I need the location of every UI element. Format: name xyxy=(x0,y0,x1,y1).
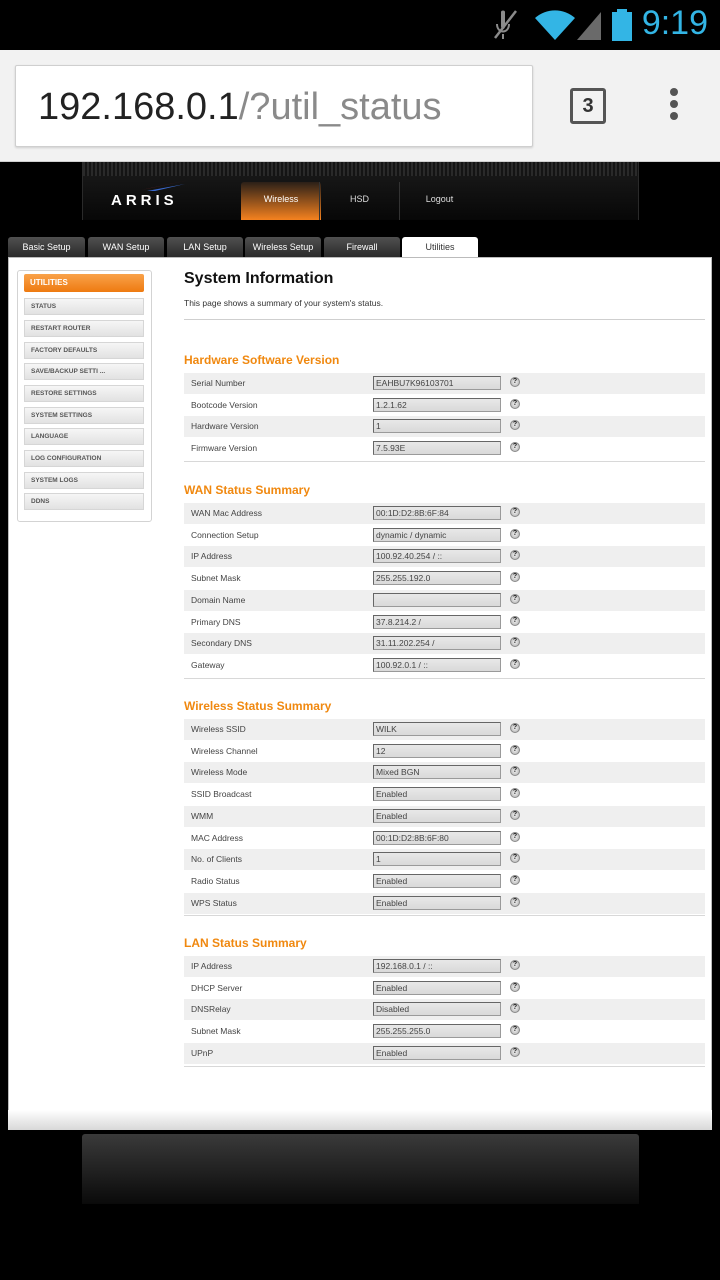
help-icon[interactable]: ? xyxy=(510,420,520,430)
row-label: Primary DNS xyxy=(191,616,241,627)
status-row-no-of-clients xyxy=(184,849,705,870)
url-host: 192.168.0.1 xyxy=(38,86,239,128)
router-header xyxy=(82,162,639,220)
row-value-field: 255.255.255.0 xyxy=(373,1024,501,1038)
nav-wireless[interactable]: Wireless xyxy=(241,182,321,220)
row-value-field: Enabled xyxy=(373,874,501,888)
help-icon[interactable]: ? xyxy=(510,745,520,755)
router-footer xyxy=(82,1134,639,1204)
section-title-wan-status-summary: WAN Status Summary xyxy=(184,483,311,497)
help-icon[interactable]: ? xyxy=(510,853,520,863)
help-icon[interactable]: ? xyxy=(510,507,520,517)
help-icon[interactable]: ? xyxy=(510,875,520,885)
status-row-secondary-dns xyxy=(184,633,705,654)
section-title-hardware-software-version: Hardware Software Version xyxy=(184,353,340,367)
sidebar-item-system-settings[interactable]: SYSTEM SETTINGS xyxy=(24,407,144,424)
row-value-field: 12 xyxy=(373,744,501,758)
tab-utilities[interactable]: Utilities xyxy=(402,237,478,257)
row-label: SSID Broadcast xyxy=(191,789,252,800)
status-row-wireless-mode xyxy=(184,762,705,783)
tab-strip xyxy=(8,237,712,257)
mute-icon xyxy=(492,8,522,42)
status-row-primary-dns xyxy=(184,612,705,633)
page-title: System Information xyxy=(184,270,334,287)
status-row-connection-setup xyxy=(184,525,705,546)
overflow-menu-icon[interactable] xyxy=(666,88,682,126)
status-row-bootcode-version xyxy=(184,395,705,416)
status-row-ip-address xyxy=(184,956,705,977)
row-label: WMM xyxy=(191,810,214,821)
sidebar-item-save-backup[interactable]: SAVE/BACKUP SETTI ... xyxy=(24,363,144,380)
help-icon[interactable]: ? xyxy=(510,897,520,907)
battery-icon xyxy=(610,8,634,42)
nav-hsd[interactable]: HSD xyxy=(319,182,399,220)
row-label: Domain Name xyxy=(191,594,246,605)
help-icon[interactable]: ? xyxy=(510,960,520,970)
sidebar-title: UTILITIES xyxy=(24,274,144,292)
section-divider xyxy=(184,461,705,462)
content-panel xyxy=(8,257,712,1129)
tab-basic-setup[interactable]: Basic Setup xyxy=(8,237,85,257)
help-icon[interactable]: ? xyxy=(510,810,520,820)
help-icon[interactable]: ? xyxy=(510,637,520,647)
tab-wireless-setup[interactable]: Wireless Setup xyxy=(245,237,321,257)
row-label: UPnP xyxy=(191,1047,214,1058)
help-icon[interactable]: ? xyxy=(510,399,520,409)
row-label: Hardware Version xyxy=(191,421,259,432)
help-icon[interactable]: ? xyxy=(510,377,520,387)
status-row-dnsrelay xyxy=(184,999,705,1020)
status-row-wmm xyxy=(184,806,705,827)
help-icon[interactable]: ? xyxy=(510,594,520,604)
status-row-upnp xyxy=(184,1043,705,1064)
tab-switcher-button[interactable]: 3 xyxy=(570,88,606,124)
row-value-field: 00:1D:D2:8B:6F:80 xyxy=(373,831,501,845)
row-label: Wireless Channel xyxy=(191,745,258,756)
row-value-field: 1 xyxy=(373,852,501,866)
sidebar-item-log-configuration[interactable]: LOG CONFIGURATION xyxy=(24,450,144,467)
row-value-field: dynamic / dynamic xyxy=(373,528,501,542)
row-value-field: Enabled xyxy=(373,809,501,823)
status-row-subnet-mask xyxy=(184,568,705,589)
row-value-field: 100.92.40.254 / :: xyxy=(373,549,501,563)
row-value-field: 100.92.0.1 / :: xyxy=(373,658,501,672)
help-icon[interactable]: ? xyxy=(510,832,520,842)
help-icon[interactable]: ? xyxy=(510,982,520,992)
row-value-field: Mixed BGN xyxy=(373,765,501,779)
row-label: No. of Clients xyxy=(191,854,243,865)
status-row-wan-mac-address xyxy=(184,503,705,524)
row-value-field: EAHBU7K96103701 xyxy=(373,376,501,390)
help-icon[interactable]: ? xyxy=(510,659,520,669)
row-value-field: Enabled xyxy=(373,787,501,801)
help-icon[interactable]: ? xyxy=(510,529,520,539)
section-title-lan-status-summary: LAN Status Summary xyxy=(184,936,307,950)
row-label: Subnet Mask xyxy=(191,1026,241,1037)
page-description: This page shows a summary of your system's status. xyxy=(184,298,384,308)
help-icon[interactable]: ? xyxy=(510,616,520,626)
section-divider xyxy=(184,1066,705,1067)
url-bar[interactable] xyxy=(15,65,533,147)
section-divider xyxy=(184,678,705,679)
row-value-field: Enabled xyxy=(373,981,501,995)
row-label: MAC Address xyxy=(191,832,243,843)
sidebar xyxy=(17,270,152,522)
status-row-serial-number xyxy=(184,373,705,394)
help-icon[interactable]: ? xyxy=(510,1047,520,1057)
status-row-wireless-ssid xyxy=(184,719,705,740)
help-icon[interactable]: ? xyxy=(510,442,520,452)
tab-firewall[interactable]: Firewall xyxy=(324,237,400,257)
help-icon[interactable]: ? xyxy=(510,766,520,776)
help-icon[interactable]: ? xyxy=(510,572,520,582)
row-value-field: 37.8.214.2 / xyxy=(373,615,501,629)
row-value-field: 1.2.1.62 xyxy=(373,398,501,412)
status-row-mac-address xyxy=(184,828,705,849)
row-label: Secondary DNS xyxy=(191,638,252,649)
row-value-field: WILK xyxy=(373,722,501,736)
row-label: Gateway xyxy=(191,659,225,670)
browser-toolbar xyxy=(0,50,720,162)
status-row-dhcp-server xyxy=(184,978,705,999)
logo-text: ARRIS xyxy=(111,192,178,209)
row-value-field: 1 xyxy=(373,419,501,433)
sidebar-item-status[interactable]: STATUS xyxy=(24,298,144,315)
status-row-gateway xyxy=(184,655,705,676)
tab-lan-setup[interactable]: LAN Setup xyxy=(167,237,243,257)
sidebar-item-language[interactable]: LANGUAGE xyxy=(24,428,144,445)
row-label: Radio Status xyxy=(191,875,240,886)
row-label: Serial Number xyxy=(191,378,246,388)
row-label: Connection Setup xyxy=(191,529,259,540)
row-label: Wireless SSID xyxy=(191,724,246,734)
help-icon[interactable]: ? xyxy=(510,1025,520,1035)
sidebar-item-system-logs[interactable]: SYSTEM LOGS xyxy=(24,472,144,489)
status-bar xyxy=(0,0,720,50)
help-icon[interactable]: ? xyxy=(510,723,520,733)
status-row-wireless-channel xyxy=(184,741,705,762)
tab-wan-setup[interactable]: WAN Setup xyxy=(88,237,164,257)
status-row-domain-name xyxy=(184,590,705,611)
help-icon[interactable]: ? xyxy=(510,1003,520,1013)
help-icon[interactable]: ? xyxy=(510,550,520,560)
title-divider xyxy=(184,319,705,320)
row-value-field: Enabled xyxy=(373,1046,501,1060)
status-row-subnet-mask xyxy=(184,1021,705,1042)
status-row-ssid-broadcast xyxy=(184,784,705,805)
status-row-wps-status xyxy=(184,893,705,914)
row-value-field: 31.11.202.254 / xyxy=(373,636,501,650)
row-label: Firmware Version xyxy=(191,443,258,454)
row-label: Wireless Mode xyxy=(191,767,248,778)
row-label: IP Address xyxy=(191,551,232,562)
status-row-firmware-version xyxy=(184,438,705,459)
row-value-field: Disabled xyxy=(373,1002,501,1016)
row-value-field: 00:1D:D2:8B:6F:84 xyxy=(373,506,501,520)
nav-logout[interactable]: Logout xyxy=(399,182,479,220)
sidebar-item-ddns[interactable]: DDNS xyxy=(24,493,144,510)
row-value-field: 192.168.0.1 / :: xyxy=(373,959,501,973)
url-path: /?util_status xyxy=(238,86,442,128)
help-icon[interactable]: ? xyxy=(510,788,520,798)
row-label: DHCP Server xyxy=(191,982,243,993)
row-label: Subnet Mask xyxy=(191,573,241,584)
clock: 9:19 xyxy=(641,4,708,42)
row-value-field: 7.5.93E xyxy=(373,441,501,455)
sidebar-item-factory-defaults[interactable]: FACTORY DEFAULTS xyxy=(24,342,144,359)
wifi-icon xyxy=(533,8,577,42)
status-row-radio-status xyxy=(184,871,705,892)
row-label: IP Address xyxy=(191,961,232,971)
signal-icon xyxy=(577,8,603,42)
router-page xyxy=(0,162,720,1280)
sidebar-item-restart-router[interactable]: RESTART ROUTER xyxy=(24,320,144,337)
row-label: Bootcode Version xyxy=(191,399,258,410)
row-label: WPS Status xyxy=(191,897,237,908)
row-value-field xyxy=(373,593,501,607)
status-row-ip-address xyxy=(184,546,705,567)
row-label: DNSRelay xyxy=(191,1004,231,1015)
row-label: WAN Mac Address xyxy=(191,508,263,518)
section-divider xyxy=(184,915,705,916)
row-value-field: Enabled xyxy=(373,896,501,910)
content-bottom-edge xyxy=(8,1110,712,1130)
row-value-field: 255.255.192.0 xyxy=(373,571,501,585)
status-row-hardware-version xyxy=(184,416,705,437)
section-title-wireless-status-summary: Wireless Status Summary xyxy=(184,699,332,713)
sidebar-item-restore-settings[interactable]: RESTORE SETTINGS xyxy=(24,385,144,402)
